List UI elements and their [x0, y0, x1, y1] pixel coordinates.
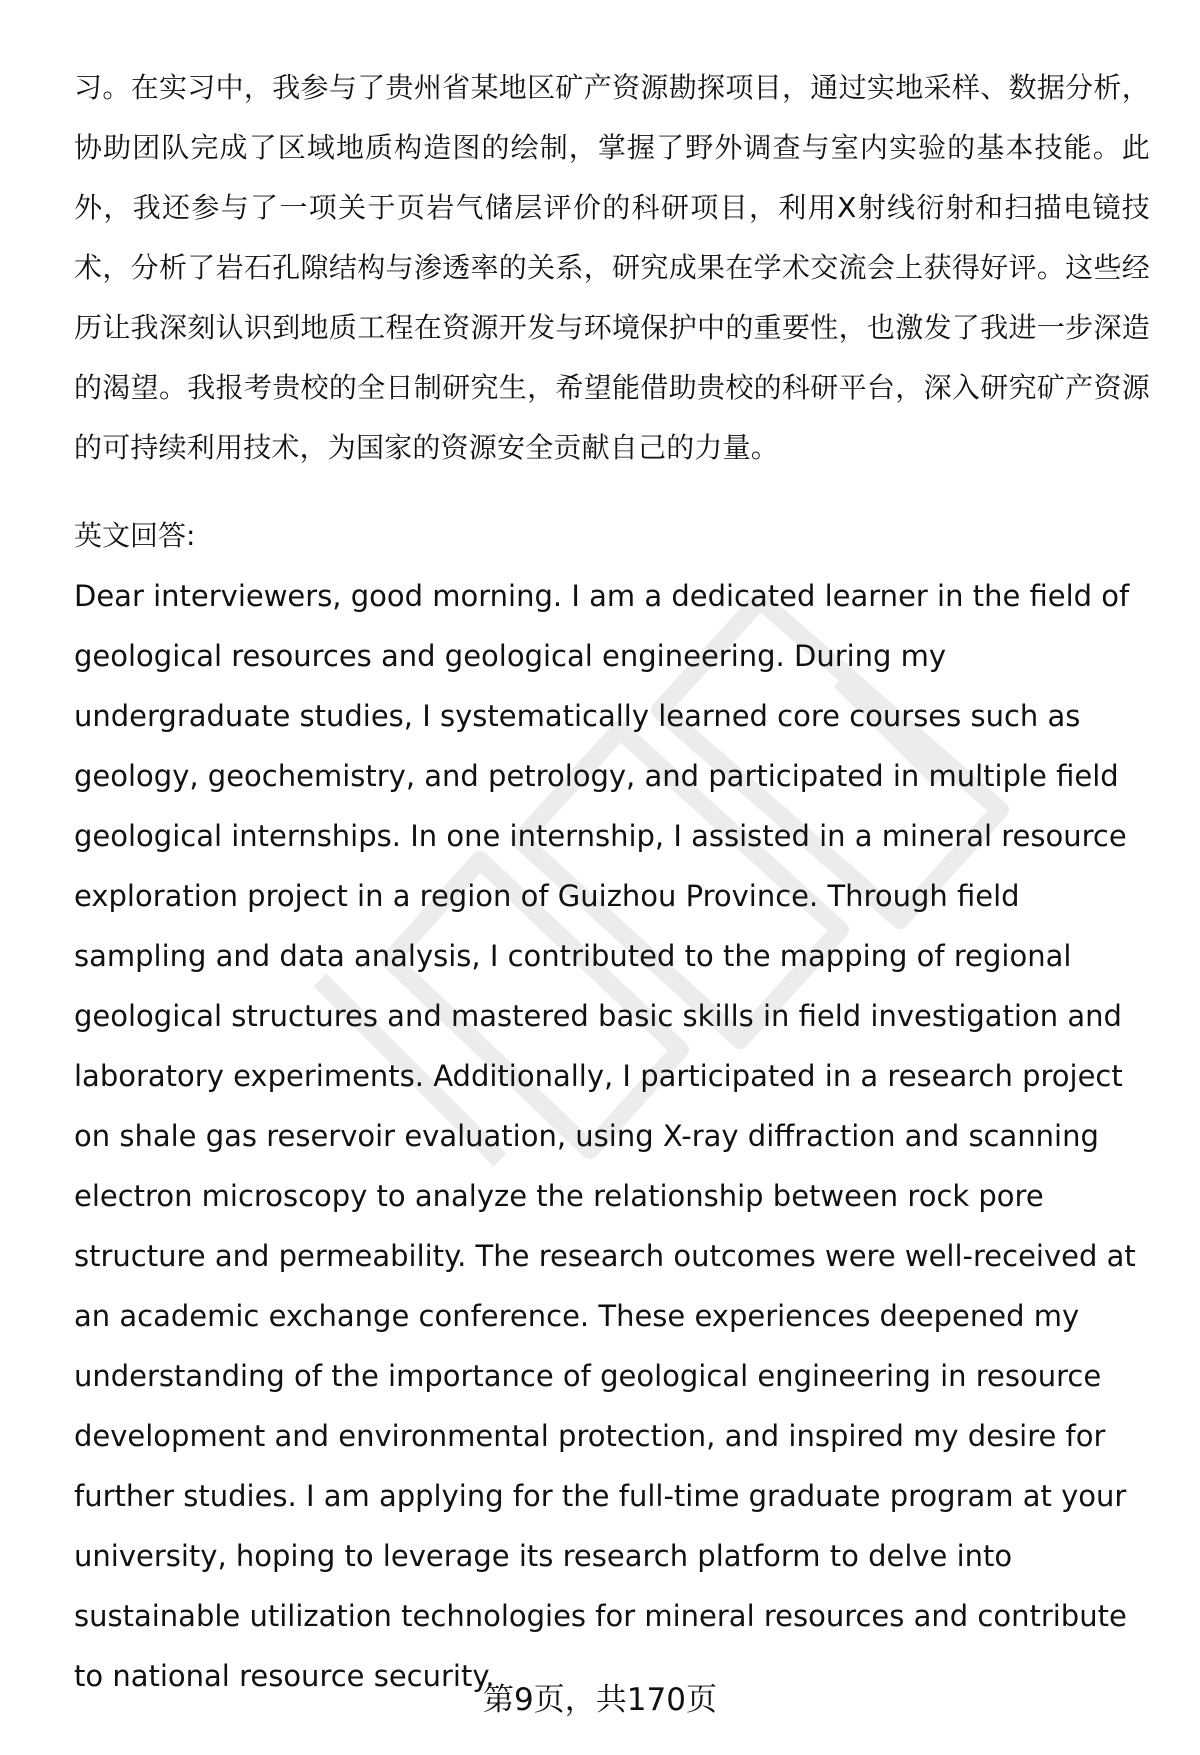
document-body: [74, 58, 1150, 1706]
english-answer-paragraph: Dear interviewers, good morning. I am a dedicated learner in the field of geological resources and geological engineering. During my undergraduate studies, I systematically learned core courses such as geology, geochemistry, and petrology, and participated in multiple field geological internships. In one internship, I assisted in a mineral resource exploration project in a region of Guizhou Province. Through field sampling and data analysis, I contributed to the mapping of regional geological structures and mastered basic skills in field investigation and laboratory experiments. Additionally, I participated in a research project on shale gas reservoir evaluation, using X-ray diffraction and scanning electron microscopy to analyze the relationship between rock pore structure and permeability. The research outcomes were well-received at an academic exchange conference. These experiences deepened my understanding of the importance of geological engineering in resource development and environmental protection, and inspired my desire for further studies. I am applying for the full-time graduate program at your university, hoping to leverage its research platform to delve into sustainable utilization technologies for mineral resources and contribute to national resource security.: [74, 579, 1136, 1693]
english-answer-heading: 英文回答:: [74, 519, 196, 552]
chinese-answer-paragraph: 习。在实习中，我参与了贵州省某地区矿产资源勘探项目，通过实地采样、数据分析，协助团队完成了区域地质构造图的绘制，掌握了野外调查与室内实验的基本技能。此外，我还参与了一项关于页岩气储层评价的科研项目，利用X射线衍射和扫描电镜技术，分析了岩石孔隙结构与渗透率的关系，研究成果在学术交流会上获得好评。这些经历让我深刻认识到地质工程在资源开发与环境保护中的重要性，也激发了我进一步深造的渴望。我报考贵校的全日制研究生，希望能借助贵校的科研平台，深入研究矿产资源的可持续利用技术，为国家的资源安全贡献自己的力量。: [74, 71, 1150, 464]
page-number: 第9页，共170页: [483, 1682, 717, 1718]
